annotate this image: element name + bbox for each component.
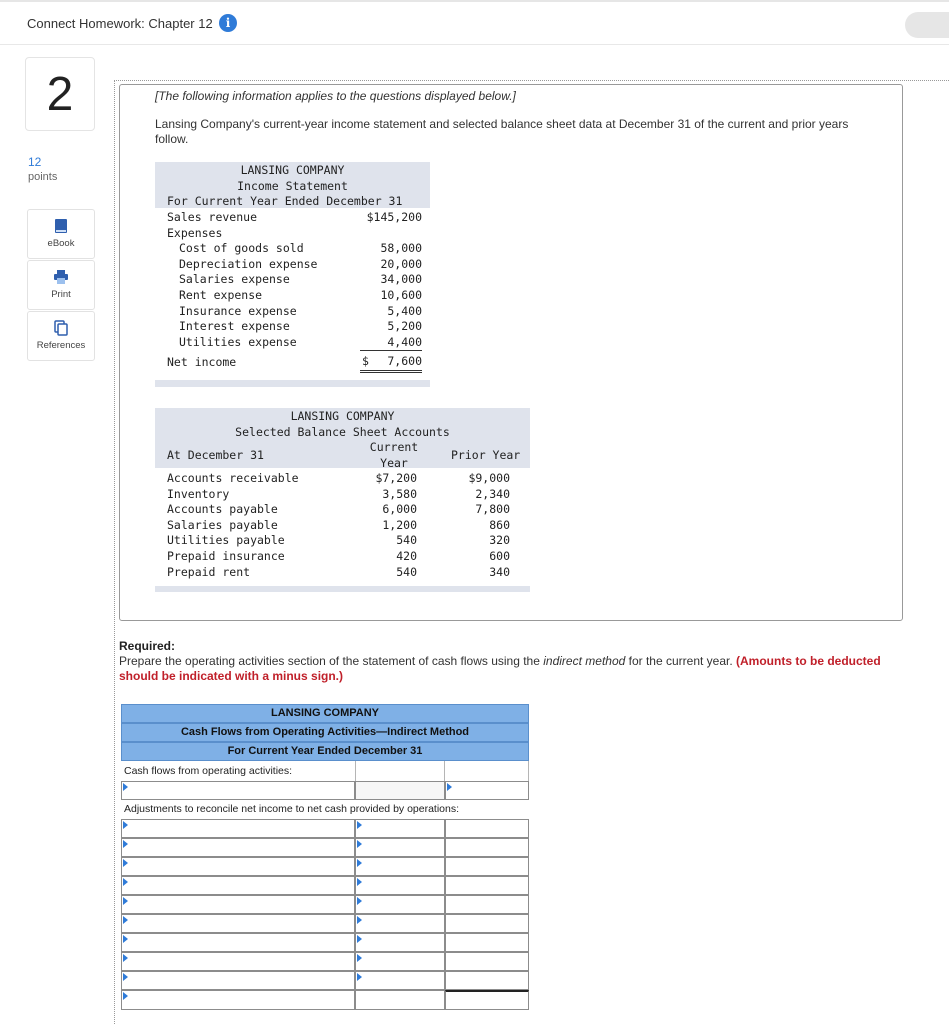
bs-row-current: 540 (396, 565, 417, 579)
income-statement-table (155, 162, 430, 387)
is-net-income-dollar: $ (362, 354, 369, 368)
is-expense-value: 58,000 (380, 241, 422, 255)
cf-adjust-label: Adjustments to reconcile net income to net cash provided by operations: (124, 803, 460, 815)
double-rule (360, 370, 422, 373)
is-expense-label: Rent expense (179, 288, 263, 302)
references-button[interactable] (27, 311, 95, 361)
instruction-text: Prepare the operating activities section of the statement of cash flows using the (119, 654, 544, 668)
is-expense-label: Insurance expense (179, 304, 297, 318)
adjustment-label-input[interactable] (121, 857, 355, 876)
adjustment-amount-input[interactable] (355, 819, 445, 838)
bs-company: LANSING COMPANY (290, 409, 395, 423)
dropdown-marker-icon (123, 897, 128, 905)
blank-cell (445, 971, 529, 990)
adjustment-label-input[interactable] (121, 971, 355, 990)
dropdown-marker-icon (357, 916, 362, 924)
adjustment-amount-input[interactable] (355, 952, 445, 971)
dropdown-marker-icon (123, 783, 128, 791)
is-company: LANSING COMPANY (240, 163, 345, 177)
blank-cell (355, 781, 445, 800)
dropdown-marker-icon (123, 954, 128, 962)
dropdown-marker-icon (357, 840, 362, 848)
is-expenses-label: Expenses (167, 226, 223, 240)
is-sales-label: Sales revenue (167, 210, 258, 224)
ebook-label: eBook (47, 238, 75, 249)
adjustment-label-input[interactable] (121, 933, 355, 952)
cash-flow-answer-table (121, 704, 529, 1012)
is-sales-value: $145,200 (366, 210, 422, 224)
instruction-note: (Amounts to be deducted should be indicated with a minus sign.) (119, 654, 881, 683)
is-expense-label: Interest expense (179, 319, 290, 333)
adjustment-amount-input[interactable] (355, 895, 445, 914)
intro-note: [The following information applies to the questions displayed below.] (155, 89, 516, 103)
blank-cell (445, 914, 529, 933)
dropdown-marker-icon (447, 783, 452, 791)
adjustment-amount-input[interactable] (355, 838, 445, 857)
income-statement-footer-bg (155, 380, 430, 387)
net-income-label-input[interactable] (121, 781, 355, 800)
adjustment-label-input[interactable] (121, 838, 355, 857)
cf-title: Cash Flows from Operating Activities—Indirect Method (121, 723, 529, 742)
total-label-input[interactable] (121, 990, 355, 1010)
bs-row-label: Accounts payable (167, 502, 278, 516)
is-expense-label: Cost of goods sold (179, 241, 304, 255)
print-label: Print (51, 289, 71, 300)
adjustment-amount-input[interactable] (355, 876, 445, 895)
adjustment-amount-input[interactable] (355, 914, 445, 933)
blank-cell (445, 952, 529, 971)
bs-row-current: 1,200 (382, 518, 417, 532)
dropdown-marker-icon (357, 935, 362, 943)
references-label: References (36, 340, 86, 351)
is-expense-value: 4,400 (387, 335, 422, 349)
bs-row-prior: 860 (489, 518, 510, 532)
bs-col-current-2: Year (380, 456, 408, 470)
bs-title: Selected Balance Sheet Accounts (235, 425, 450, 439)
blank-cell (445, 819, 529, 838)
dropdown-marker-icon (357, 954, 362, 962)
dropdown-marker-icon (123, 916, 128, 924)
blank-cell (445, 838, 529, 857)
question-number: 2 (25, 57, 95, 131)
copy-icon (53, 320, 69, 336)
blank-cell (355, 990, 445, 1010)
blank-cell (445, 876, 529, 895)
dropdown-marker-icon (123, 821, 128, 829)
bs-row-prior: 7,800 (475, 502, 510, 516)
bs-row-current: 420 (396, 549, 417, 563)
dropdown-marker-icon (357, 878, 362, 886)
bs-row-current: $7,200 (375, 471, 417, 485)
bs-row-prior: 320 (489, 533, 510, 547)
bs-row-label: Prepaid insurance (167, 549, 285, 563)
intro-text: Lansing Company's current-year income statement and selected balance sheet data at December 31 of the current and prior years follow. (155, 117, 849, 146)
print-button[interactable] (27, 260, 95, 310)
dropdown-marker-icon (357, 859, 362, 867)
balance-sheet-table (155, 408, 530, 592)
dropdown-marker-icon (123, 840, 128, 848)
top-bar (0, 0, 949, 45)
grid-line (355, 761, 356, 781)
required-label: Required: (119, 639, 176, 653)
info-icon[interactable]: i (219, 14, 237, 32)
ebook-button[interactable] (27, 209, 95, 259)
dropdown-marker-icon (123, 973, 128, 981)
book-icon (53, 218, 69, 234)
adjustment-amount-input[interactable] (355, 933, 445, 952)
balance-sheet-footer-bg (155, 586, 530, 592)
bs-row-current: 6,000 (382, 502, 417, 516)
bs-row-prior: 600 (489, 549, 510, 563)
bs-row-prior: 2,340 (475, 487, 510, 501)
bs-col-current-1: Current (369, 440, 419, 454)
dropdown-marker-icon (357, 821, 362, 829)
dropdown-marker-icon (123, 859, 128, 867)
printer-icon (53, 269, 69, 285)
is-expense-label: Depreciation expense (179, 257, 318, 271)
is-expense-value: 5,400 (387, 304, 422, 318)
points-label: points (28, 171, 58, 183)
adjustment-label-input[interactable] (121, 819, 355, 838)
net-income-amount-input[interactable] (445, 781, 529, 800)
cf-section-label: Cash flows from operating activities: (124, 765, 293, 777)
adjustment-label-input[interactable] (121, 876, 355, 895)
total-amount-input[interactable] (445, 990, 529, 1010)
bs-row-label: Salaries payable (167, 518, 278, 532)
bs-col-prior: Prior Year (451, 448, 521, 462)
required-instructions (119, 654, 909, 684)
is-expense-value: 34,000 (380, 272, 422, 286)
bs-row-label: Prepaid rent (167, 565, 251, 579)
dropdown-marker-icon (123, 935, 128, 943)
adjustment-amount-input[interactable] (355, 857, 445, 876)
points-value: 12 (28, 155, 42, 169)
is-title: Income Statement (237, 179, 348, 193)
is-expense-value: 20,000 (380, 257, 422, 271)
cf-company: LANSING COMPANY (121, 704, 529, 723)
bs-row-label: Inventory (167, 487, 230, 501)
grid-line (444, 761, 445, 781)
blank-cell (445, 857, 529, 876)
is-net-income-label: Net income (167, 355, 237, 369)
subtotal-rule (360, 350, 422, 351)
top-right-control[interactable] (905, 12, 949, 38)
is-period: For Current Year Ended December 31 (167, 194, 403, 208)
grid-line (528, 761, 529, 781)
question-divider-horizontal (114, 80, 949, 81)
cf-period: For Current Year Ended December 31 (121, 742, 529, 761)
question-divider-vertical (114, 80, 115, 1024)
dropdown-marker-icon (357, 897, 362, 905)
bs-row-prior: 340 (489, 565, 510, 579)
adjustment-label-input[interactable] (121, 952, 355, 971)
bs-row-current: 540 (396, 533, 417, 547)
is-net-income-value: 7,600 (387, 354, 422, 368)
adjustment-label-input[interactable] (121, 895, 355, 914)
assignment-title: Connect Homework: Chapter 12 (27, 16, 213, 31)
dropdown-marker-icon (123, 878, 128, 886)
adjustment-amount-input[interactable] (355, 971, 445, 990)
is-expense-value: 5,200 (387, 319, 422, 333)
is-expense-value: 10,600 (380, 288, 422, 302)
blank-cell (445, 895, 529, 914)
instruction-text: for the current year. (625, 654, 737, 668)
bs-col-label: At December 31 (167, 448, 264, 462)
bs-row-prior: $9,000 (468, 471, 510, 485)
bs-row-label: Utilities payable (167, 533, 285, 547)
adjustment-label-input[interactable] (121, 914, 355, 933)
bs-row-label: Accounts receivable (167, 471, 299, 485)
dropdown-marker-icon (123, 992, 128, 1000)
is-expense-label: Salaries expense (179, 272, 290, 286)
instruction-method: indirect method (543, 654, 626, 668)
blank-cell (445, 933, 529, 952)
is-expense-label: Utilities expense (179, 335, 297, 349)
bs-row-current: 3,580 (382, 487, 417, 501)
dropdown-marker-icon (357, 973, 362, 981)
